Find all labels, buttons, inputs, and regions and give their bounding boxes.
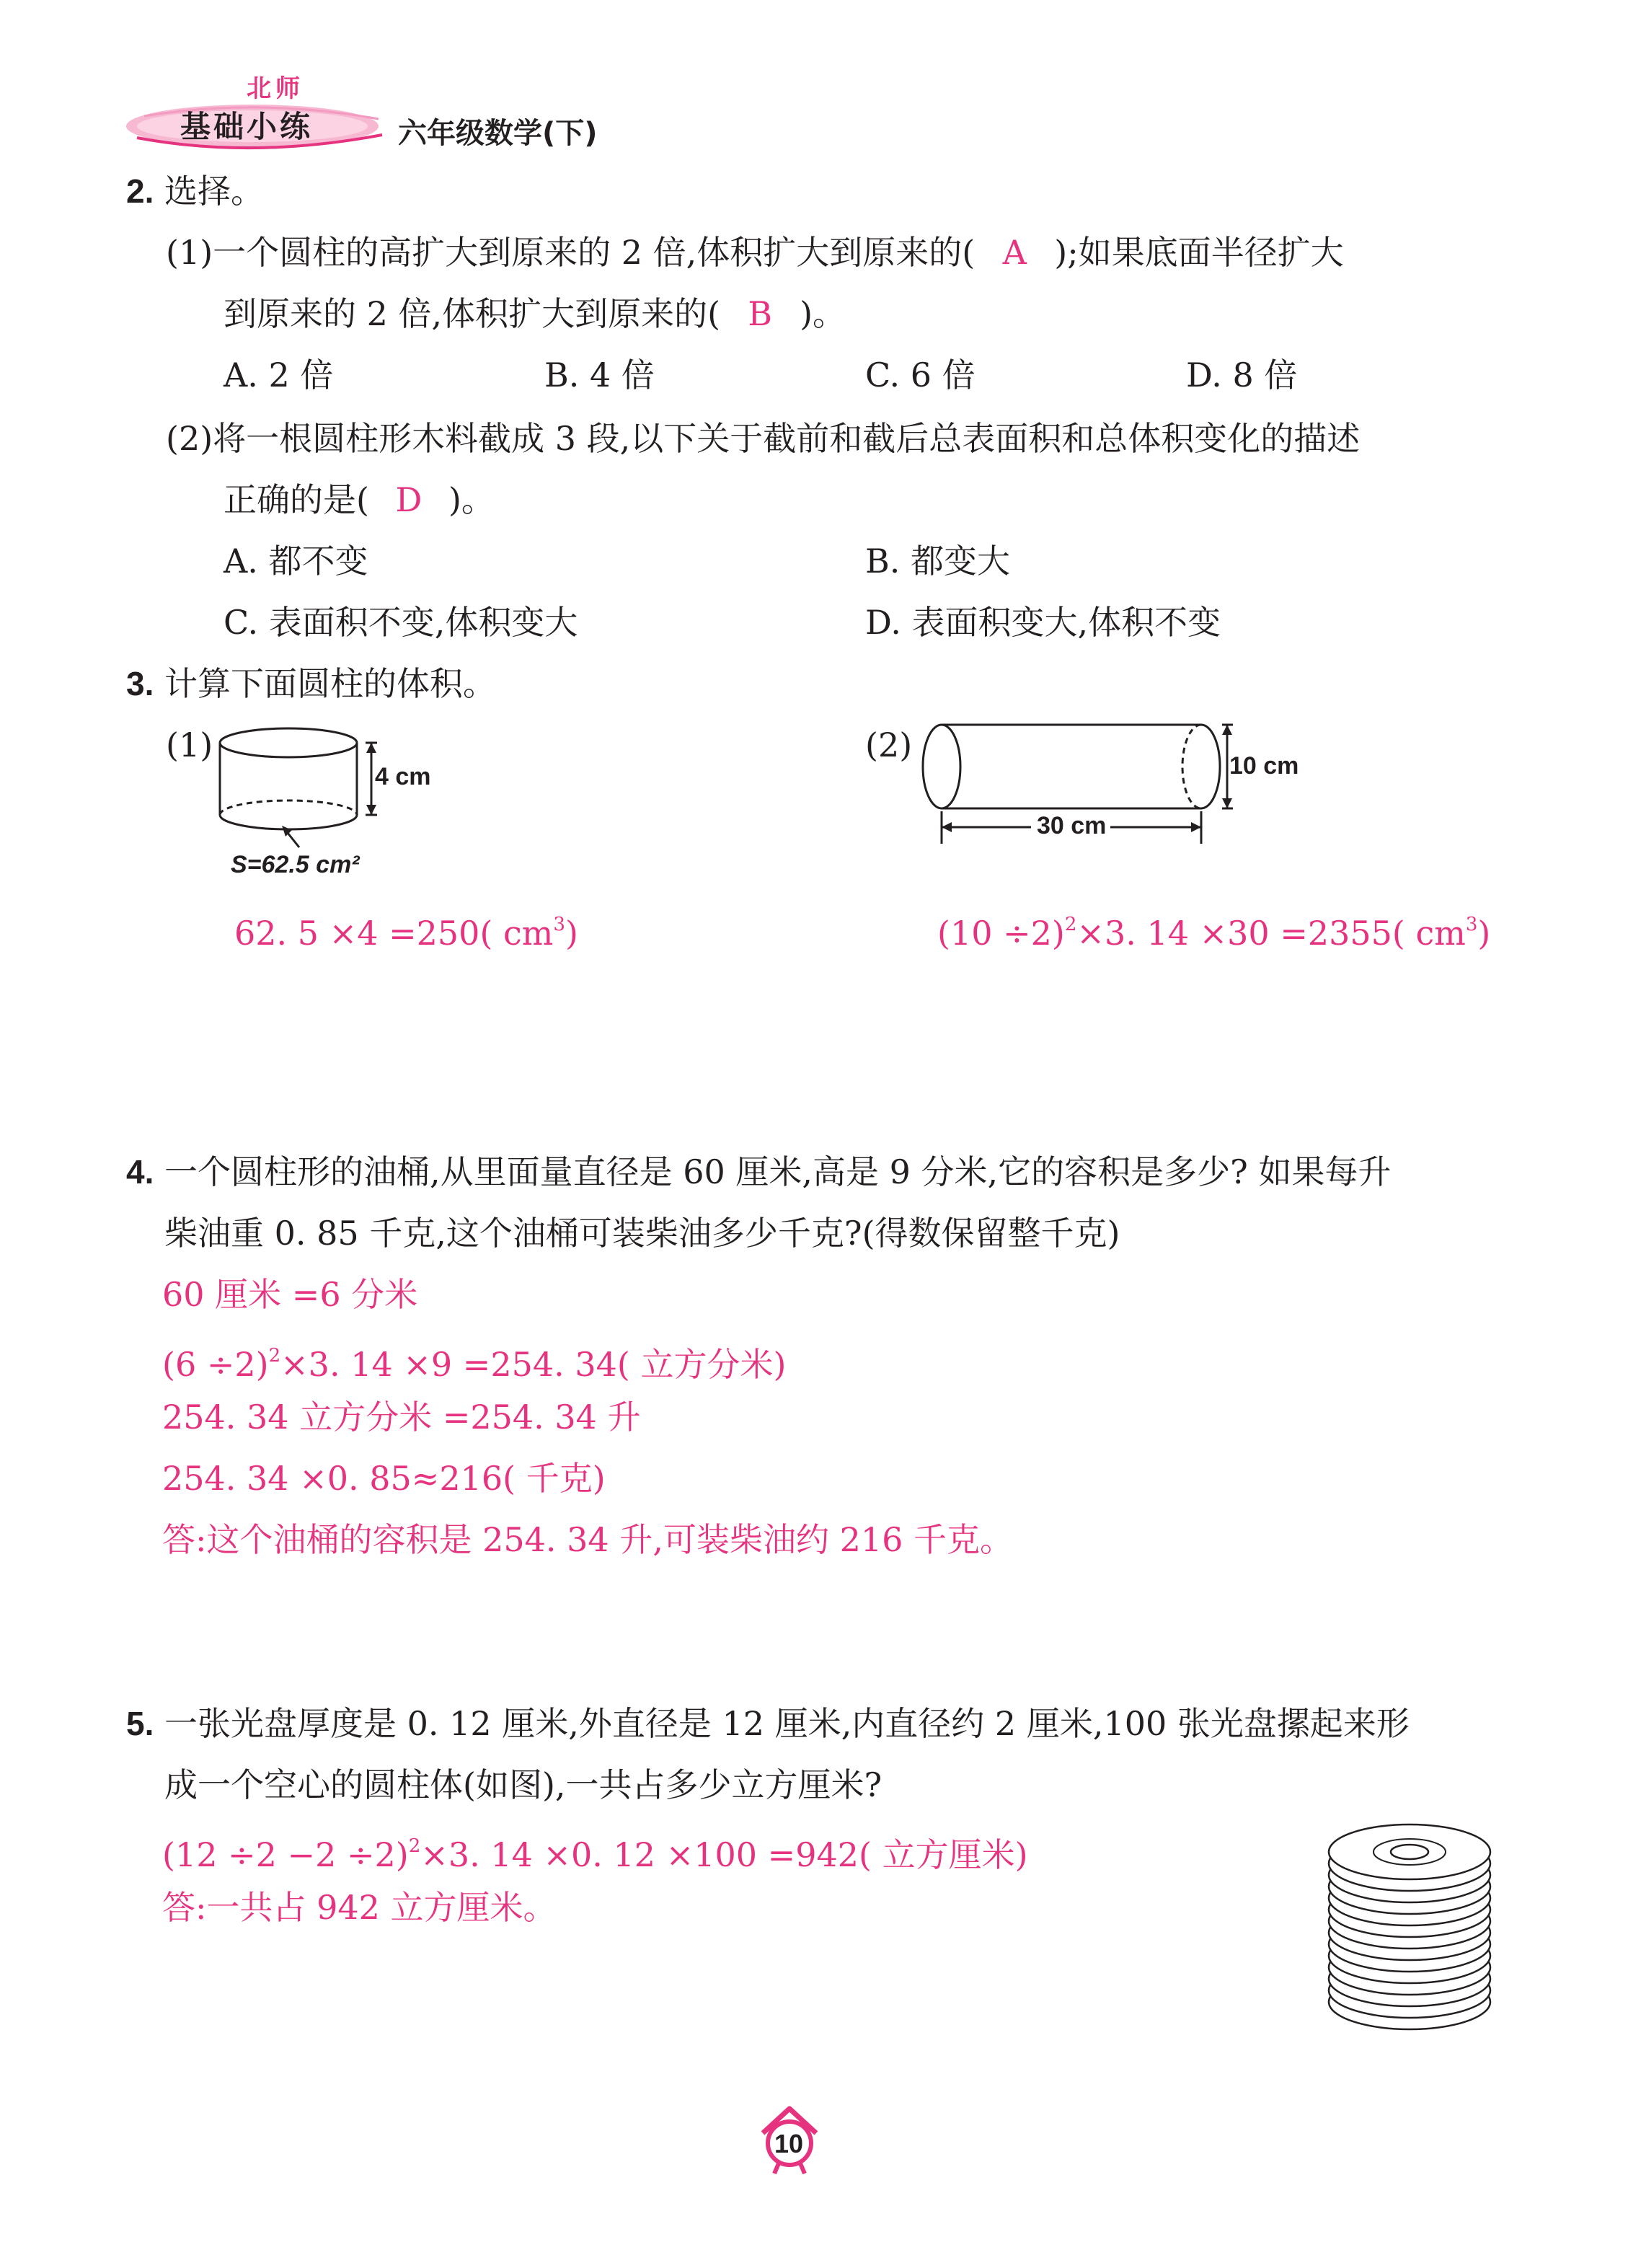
q3-1-answer [234, 903, 578, 955]
q2-1-line2 [224, 292, 846, 335]
question-number: 3. [126, 665, 154, 702]
answer-text: (12 ÷2 −2 ÷2) [162, 1835, 409, 1874]
figure-2-label: (2) [865, 725, 913, 764]
answer-text: ) [565, 914, 578, 953]
option-c: C. 6 倍 [865, 356, 976, 394]
book-title: 六年级数学(下) [398, 117, 598, 150]
question-text: 一个圆柱形的油桶,从里面量直径是 60 厘米,高是 9 分米,它的容积是多少? 如果每升 [164, 1152, 1392, 1191]
q5-answer-1 [162, 1824, 1028, 1876]
question-3-heading [126, 662, 496, 705]
option-b: B. 4 倍 [544, 356, 655, 394]
disc-hole [1391, 1845, 1428, 1859]
question-text: 一张光盘厚度是 0. 12 厘米,外直径是 12 厘米,内直径约 2 厘米,100 张光盘摞起来形 [164, 1704, 1410, 1743]
page-header [123, 69, 627, 162]
q4-answer-3: 254. 34 立方分米 =254. 34 升 [162, 1398, 641, 1437]
answer-text: (6 ÷2) [162, 1345, 269, 1384]
q2-2-text: 正确的是( [224, 480, 369, 519]
question-4-line2: 柴油重 0. 85 千克,这个油桶可装柴油多少千克?(得数保留整千克) [164, 1214, 1120, 1253]
answer-sup: 2 [268, 1345, 281, 1367]
answer-sup: 3 [553, 914, 565, 935]
page-number: 10 [774, 2129, 804, 2158]
question-number: 4. [126, 1153, 154, 1191]
q2-1-text: );如果底面半径扩大 [1054, 233, 1344, 272]
option-b: B. 都变大 [865, 542, 1011, 581]
answer-text: ×3. 14 ×9 =254. 34( 立方分米) [280, 1345, 787, 1384]
option-d: D. 表面积变大,体积不变 [865, 603, 1221, 642]
q4-answer-2 [162, 1334, 786, 1386]
q5-answer-2: 答:一共占 942 立方厘米。 [162, 1888, 557, 1927]
question-number: 2. [126, 172, 154, 210]
option-d: D. 8 倍 [1186, 356, 1298, 394]
q2-1-line1 [166, 231, 1344, 274]
brand-top: 北师 [247, 74, 304, 103]
answer-text: ×3. 14 ×30 =2355( cm [1076, 914, 1466, 953]
q4-answer-1: 60 厘米 =6 分米 [162, 1275, 418, 1314]
brand-name: 基础小练 [180, 109, 314, 144]
q2-1-text: (1)一个圆柱的高扩大到原来的 2 倍,体积扩大到原来的( [166, 233, 976, 272]
question-4-line1 [126, 1150, 1391, 1193]
diameter-label: 10 cm [1229, 752, 1299, 780]
question-2-heading [126, 169, 264, 213]
q2-2-text: )。 [448, 480, 495, 519]
answer-sup: 2 [1064, 914, 1077, 935]
answer-text: 62. 5 ×4 =250( cm [234, 914, 554, 953]
q4-answer-5: 答:这个油桶的容积是 254. 34 升,可装柴油约 216 千克。 [162, 1520, 1013, 1559]
height-label: 4 cm [375, 763, 431, 790]
answer-blank: A [1002, 233, 1027, 272]
figure-1-label: (1) [166, 725, 213, 764]
q4-answer-4: 254. 34 ×0. 85≈216( 千克) [162, 1459, 606, 1498]
q2-1-text: 到原来的 2 倍,体积扩大到原来的( [224, 294, 721, 333]
answer-blank: D [395, 480, 423, 519]
q2-1-text: )。 [800, 294, 846, 333]
q2-2-line1: (2)将一根圆柱形木料截成 3 段,以下关于截前和截后总表面积和总体积变化的描述 [166, 419, 1361, 458]
option-c: C. 表面积不变,体积变大 [224, 603, 578, 642]
question-title: 计算下面圆柱的体积。 [164, 664, 496, 703]
question-title: 选择。 [164, 172, 264, 211]
q3-2-answer [937, 903, 1490, 955]
q2-2-line2 [224, 478, 495, 521]
answer-sup: 2 [408, 1835, 421, 1857]
question-number: 5. [126, 1705, 154, 1742]
length-label: 30 cm [1037, 812, 1107, 839]
answer-blank: B [748, 294, 772, 333]
question-5-line1 [126, 1702, 1410, 1745]
question-5-line2: 成一个空心的圆柱体(如图),一共占多少立方厘米? [164, 1765, 882, 1804]
answer-sup: 3 [1465, 914, 1478, 935]
answer-text: (10 ÷2) [937, 914, 1065, 953]
disc-stack-figure [1319, 1817, 1500, 2041]
option-a: A. 都不变 [224, 542, 368, 581]
cylinder-2-figure [916, 718, 1319, 855]
answer-text: ) [1477, 914, 1491, 953]
option-a: A. 2 倍 [224, 356, 334, 394]
base-area-label: S=62.5 cm² [231, 851, 360, 878]
answer-text: ×3. 14 ×0. 12 ×100 =942( 立方厘米) [420, 1835, 1028, 1874]
